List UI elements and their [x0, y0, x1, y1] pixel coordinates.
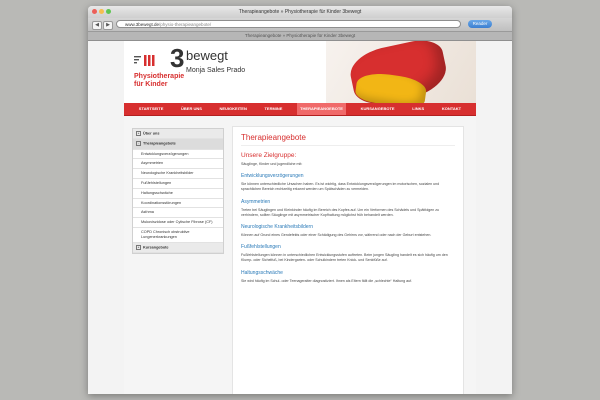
sidebar-item-label: Therapieangebote: [143, 141, 176, 146]
section-heading: Haltungsschwäche: [241, 269, 283, 276]
sidebar-menu: [132, 128, 224, 254]
reader-button[interactable]: Reader: [468, 20, 492, 28]
sidebar-item-6[interactable]: [133, 189, 223, 199]
sidebar-item-1[interactable]: [133, 139, 223, 149]
window-title: Therapieangebote » Physiotherapie für Kinder 3bewegt: [238, 9, 362, 15]
forward-icon[interactable]: ▶: [103, 21, 113, 30]
sidebar-item-label: Haltungsschwäche: [141, 190, 173, 195]
nav-item-6[interactable]: LINKS: [412, 106, 425, 111]
sidebar-item-label: Über uns: [143, 131, 160, 136]
zoom-window-icon[interactable]: [106, 9, 111, 14]
nav-item-3[interactable]: TERMINE: [264, 106, 283, 111]
sidebar-item-label: COPD Chronisch obstruktive Lungenerkrankungen: [141, 229, 190, 239]
nav-item-5[interactable]: KURSANGEBOTE: [360, 106, 395, 111]
brand-subtitle-line1: Physiotherapie: [134, 73, 185, 80]
back-icon[interactable]: ◀: [92, 21, 102, 30]
content-area: [124, 116, 476, 394]
section-heading: Entwicklungsverzögerungen: [241, 173, 304, 180]
tab-title[interactable]: Therapieangebote » Physiotherapie für Kinder 3bewegt: [244, 33, 356, 38]
logo-number[interactable]: 3: [170, 43, 185, 73]
sidebar-item-9[interactable]: [133, 218, 223, 228]
sidebar-item-11[interactable]: [133, 243, 223, 253]
url-host: www.3bewegt.de: [125, 22, 160, 27]
collapse-icon[interactable]: -: [138, 141, 139, 146]
header-photo: [326, 41, 476, 103]
page-title: Therapieangebote: [241, 133, 455, 146]
sidebar-item-4[interactable]: [133, 169, 223, 179]
logo-owner-name: Monja Sales Prado: [186, 67, 246, 74]
target-group-heading: Unsere Zielgruppe:: [241, 152, 297, 159]
sidebar-item-label: Kursangebote: [143, 245, 169, 250]
site-header: [124, 41, 476, 103]
section-text: Fußfehlstellungen können in unterschiedlichen Entwicklungsstufen auftreten. Beim jungen Säugling handelt es sich häufig um den Klump- oder Sichelfuß, bei Kindergarten- oder Schulkindern treten Knick- und Senkfüße auf.: [241, 253, 448, 263]
nav-item-2[interactable]: NEUIGKEITEN: [219, 106, 247, 111]
browser-toolbar: [88, 18, 512, 32]
site-container: [124, 41, 476, 394]
section-heading: Fußfehlstellungen: [241, 244, 281, 251]
sidebar-item-2[interactable]: [133, 150, 223, 160]
section-heading: Asymmetrien: [241, 198, 271, 205]
sidebar-item-label: Neurologische Krankheitsbilder: [141, 171, 194, 176]
section-text: Treten bei Säuglingen und Kleinkinder häufig im Bereich des Kopfes auf. Um ein Verformen des Schädels und Spätfolgen zu verhindern, sollten Säuglinge mit asymmetrischer Kopfhaltung möglichst früh behandelt werden.: [241, 207, 440, 217]
nav-buttons: [92, 21, 113, 30]
page-viewport: [88, 41, 512, 394]
sidebar-item-label: Asthma: [141, 210, 154, 215]
nav-item-1[interactable]: ÜBER UNS: [181, 106, 202, 111]
window-controls: [92, 9, 111, 14]
main-navigation: [124, 103, 476, 116]
sidebar-item-label: Entwicklungsverzögerungen: [141, 151, 189, 156]
therapy-sections: [241, 173, 455, 284]
logo-bars-icon: [134, 55, 160, 67]
nav-item-7[interactable]: KONTAKT: [441, 106, 462, 111]
sidebar-item-5[interactable]: [133, 179, 223, 189]
nav-item-0[interactable]: STARTSEITE: [138, 106, 164, 111]
expand-icon[interactable]: +: [137, 131, 140, 135]
sidebar-item-0[interactable]: [133, 129, 223, 139]
minimize-window-icon[interactable]: [99, 9, 104, 14]
close-window-icon[interactable]: [92, 9, 97, 14]
brand-subtitle: [134, 73, 184, 89]
sidebar-item-7[interactable]: [133, 199, 223, 209]
sidebar-item-10[interactable]: [133, 228, 223, 243]
section-text: Sie können unterschiedliche Ursachen haben. Es ist wichtig, dass Entwicklungsverzögerungen im motorischen, sozialen und sprachlichen Bereich rechtzeitig erkannt werden um Spätschäden zu vermeiden.: [241, 182, 440, 192]
sidebar-item-label: Fußfehlstellungen: [141, 180, 172, 185]
sidebar-item-label: Mukoviszidose oder Cytische Fibrose (CF): [141, 220, 213, 225]
expand-icon[interactable]: +: [137, 244, 140, 249]
tab-bar: [88, 32, 512, 41]
sidebar-item-3[interactable]: [133, 159, 223, 169]
title-bar: [88, 6, 512, 18]
address-bar[interactable]: [116, 20, 461, 28]
sidebar-item-label: Koordinationsstörungen: [141, 200, 182, 205]
browser-window: [88, 6, 512, 394]
logo-word[interactable]: bewegt: [186, 48, 228, 63]
nav-item-4[interactable]: THERAPIEANGEBOTE: [297, 103, 346, 115]
sidebar-item-8[interactable]: [133, 208, 223, 218]
url-path: /physio-therapieangebote/: [159, 22, 212, 27]
section-text: Sie wird häufig im Schul- oder Teenageralter diagnostiziert. Ihnen als Eltern fällt die „schlechte“ Haltung auf.: [241, 278, 413, 283]
brand-subtitle-line2: für Kinder: [134, 81, 168, 88]
target-group-text: Säuglinge, Kinder und jugendliche mit:: [241, 162, 303, 166]
section-heading: Neurologische Krankheitsbildern: [241, 224, 313, 231]
section-text: Können auf Grund eines Gendefekts oder einer Schädigung des Gehirns vor, während oder nach der Geburt entstehen.: [241, 233, 432, 238]
main-content: [232, 126, 464, 394]
sidebar-item-label: Asymmetrien: [141, 161, 164, 166]
